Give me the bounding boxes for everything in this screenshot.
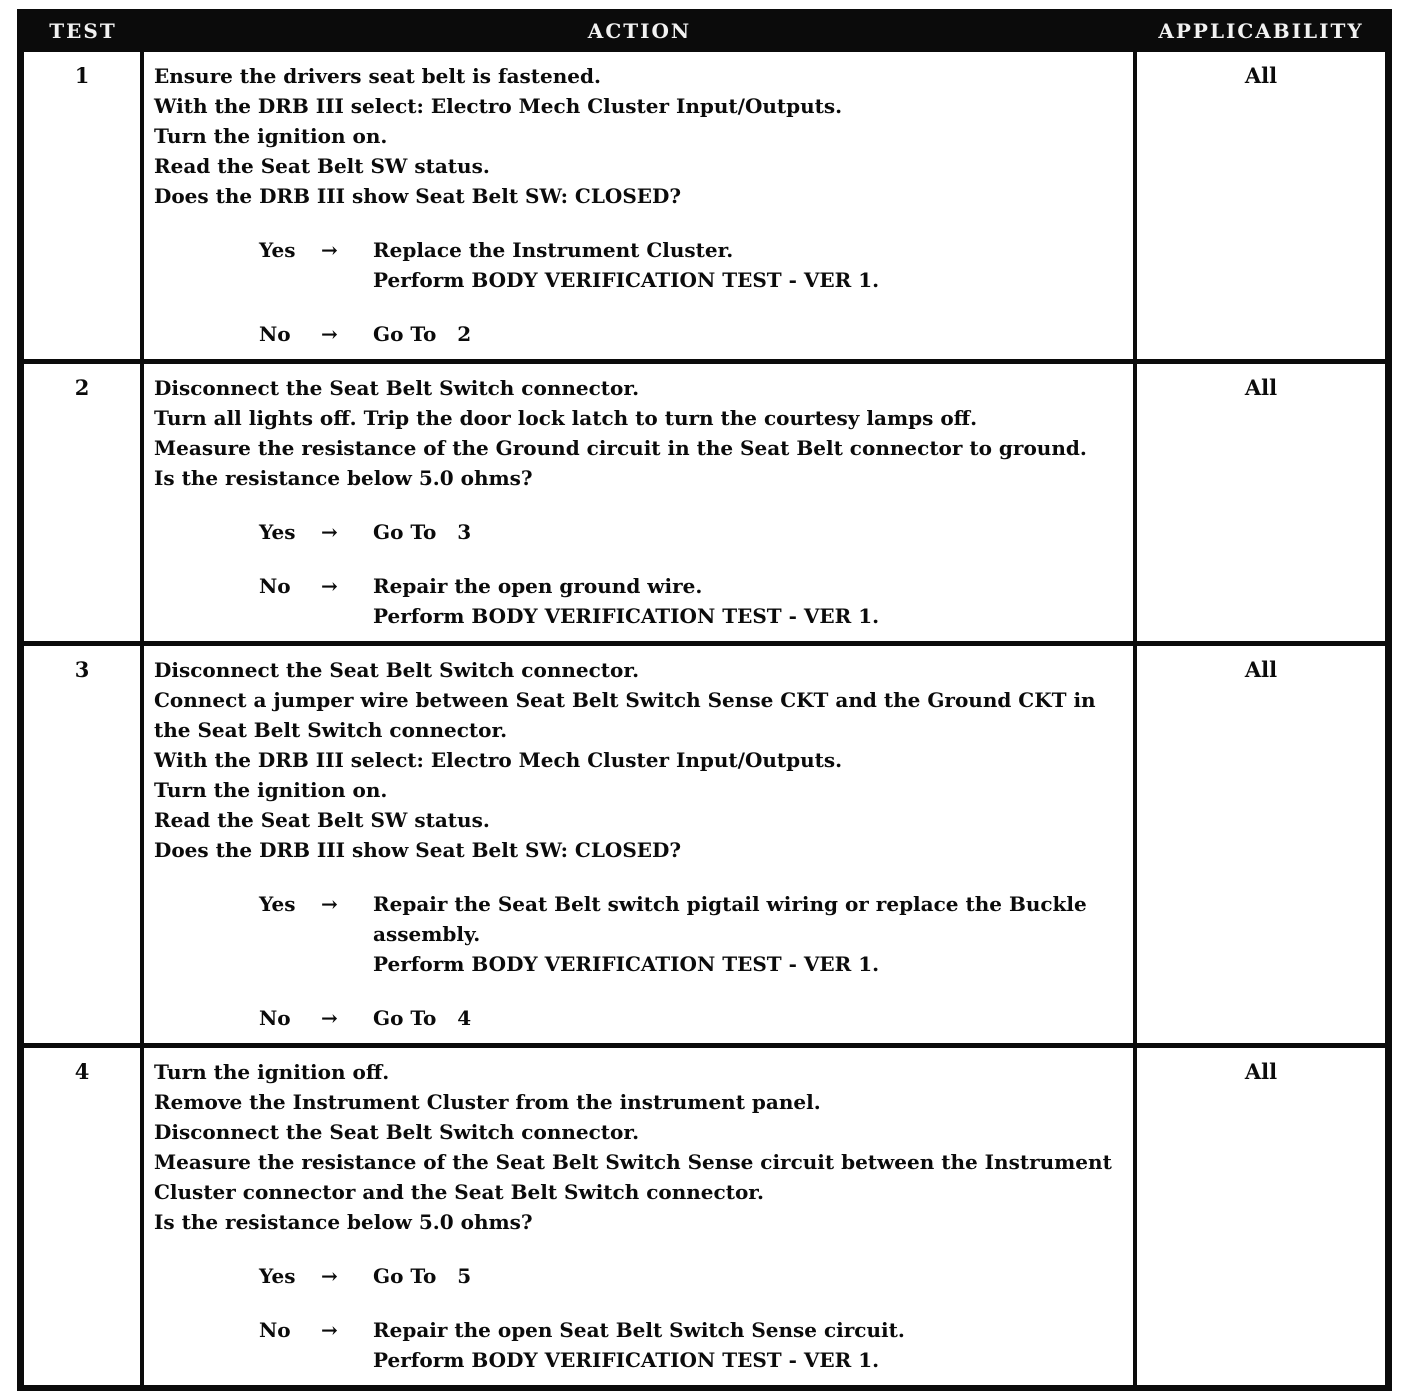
choice-result <box>373 319 1123 349</box>
choice-label: Yes <box>259 1264 296 1288</box>
choice-label: No <box>259 574 291 598</box>
applicability-value: All <box>1244 1059 1278 1084</box>
choice-label: No <box>259 1318 291 1342</box>
action-step: Ensure the drivers seat belt is fastened. <box>154 64 601 88</box>
action-cell <box>144 364 1137 641</box>
action-step: Turn the ignition on. <box>154 124 388 148</box>
choice-yes <box>259 235 1123 295</box>
choice-no <box>259 319 1123 349</box>
choice-result <box>373 889 1123 979</box>
result-line: Repair the Seat Belt switch pigtail wiring or replace the Buckle assembly. <box>373 892 1094 946</box>
choice-result <box>373 1261 1123 1291</box>
choice-yes <box>259 1261 1123 1291</box>
diagnostic-test-table <box>17 9 1392 1391</box>
action-step: Is the resistance below 5.0 ohms? <box>154 466 533 490</box>
test-number: 2 <box>24 364 144 641</box>
action-steps <box>154 655 1123 865</box>
choice-label: Yes <box>259 520 296 544</box>
choice-no <box>259 1003 1123 1033</box>
result-line: Go To 4 <box>373 1006 472 1030</box>
action-step: Does the DRB III show Seat Belt SW: CLOSED? <box>154 184 682 208</box>
choice-result <box>373 1003 1123 1033</box>
choice-result <box>373 1315 1123 1375</box>
choice-yes <box>259 517 1123 547</box>
column-header-applicability: APPLICABILITY <box>1158 18 1364 43</box>
choice-result <box>373 517 1123 547</box>
action-step: With the DRB III select: Electro Mech Cluster Input/Outputs. <box>154 748 843 772</box>
result-line: Repair the open ground wire. <box>373 574 703 598</box>
test-number: 4 <box>24 1048 144 1385</box>
action-step: Connect a jumper wire between Seat Belt Switch Sense CKT and the Ground CKT in the Seat Belt Switch connector. <box>154 688 1103 742</box>
table-row <box>24 359 1385 641</box>
result-line: Perform BODY VERIFICATION TEST - VER 1. <box>373 1348 880 1372</box>
action-step: Read the Seat Belt SW status. <box>154 808 490 832</box>
arrow-right-icon: → <box>321 1264 338 1288</box>
choice-yes <box>259 889 1123 979</box>
action-cell <box>144 1048 1137 1385</box>
arrow-right-icon: → <box>321 322 338 346</box>
result-line: Perform BODY VERIFICATION TEST - VER 1. <box>373 952 880 976</box>
test-number: 3 <box>24 646 144 1043</box>
arrow-right-icon: → <box>321 1318 338 1342</box>
choice-result <box>373 235 1123 295</box>
action-step: Is the resistance below 5.0 ohms? <box>154 1210 533 1234</box>
action-cell <box>144 52 1137 359</box>
choice-result <box>373 571 1123 631</box>
column-header-action: ACTION <box>587 18 692 43</box>
result-line: Perform BODY VERIFICATION TEST - VER 1. <box>373 268 880 292</box>
action-steps <box>154 1057 1123 1237</box>
result-line: Go To 2 <box>373 322 472 346</box>
action-steps <box>154 61 1123 211</box>
choice-label: No <box>259 322 291 346</box>
choice-no <box>259 1315 1123 1375</box>
result-line: Replace the Instrument Cluster. <box>373 238 734 262</box>
action-step: Turn the ignition on. <box>154 778 388 802</box>
result-line: Perform BODY VERIFICATION TEST - VER 1. <box>373 604 880 628</box>
action-step: Disconnect the Seat Belt Switch connector. <box>154 376 640 400</box>
arrow-right-icon: → <box>321 892 338 916</box>
choice-no <box>259 571 1123 631</box>
action-step: Measure the resistance of the Seat Belt Switch Sense circuit between the Instrument Cluster connector and the Seat Belt Switch connector. <box>154 1150 1119 1204</box>
arrow-right-icon: → <box>321 574 338 598</box>
action-step: With the DRB III select: Electro Mech Cluster Input/Outputs. <box>154 94 843 118</box>
arrow-right-icon: → <box>321 520 338 544</box>
table-row <box>24 1043 1385 1385</box>
result-line: Repair the open Seat Belt Switch Sense circuit. <box>373 1318 905 1342</box>
action-step: Disconnect the Seat Belt Switch connector. <box>154 658 640 682</box>
action-step: Turn all lights off. Trip the door lock latch to turn the courtesy lamps off. <box>154 406 978 430</box>
action-step: Measure the resistance of the Ground circuit in the Seat Belt connector to ground. <box>154 436 1087 460</box>
column-header-test: TEST <box>49 18 117 43</box>
choice-label: Yes <box>259 238 296 262</box>
applicability-value: All <box>1244 63 1278 88</box>
table-row <box>24 641 1385 1043</box>
action-step: Disconnect the Seat Belt Switch connector. <box>154 1120 640 1144</box>
action-steps <box>154 373 1123 493</box>
arrow-right-icon: → <box>321 1006 338 1030</box>
result-line: Go To 5 <box>373 1264 472 1288</box>
choice-label: Yes <box>259 892 296 916</box>
arrow-right-icon: → <box>321 238 338 262</box>
applicability-value: All <box>1244 375 1278 400</box>
test-number: 1 <box>24 52 144 359</box>
result-line: Go To 3 <box>373 520 472 544</box>
choice-label: No <box>259 1006 291 1030</box>
applicability-value: All <box>1244 657 1278 682</box>
action-step: Does the DRB III show Seat Belt SW: CLOSED? <box>154 838 682 862</box>
action-step: Remove the Instrument Cluster from the instrument panel. <box>154 1090 821 1114</box>
table-header-row <box>23 9 1386 52</box>
action-step: Read the Seat Belt SW status. <box>154 154 490 178</box>
action-step: Turn the ignition off. <box>154 1060 390 1084</box>
action-cell <box>144 646 1137 1043</box>
table-row <box>24 52 1385 359</box>
